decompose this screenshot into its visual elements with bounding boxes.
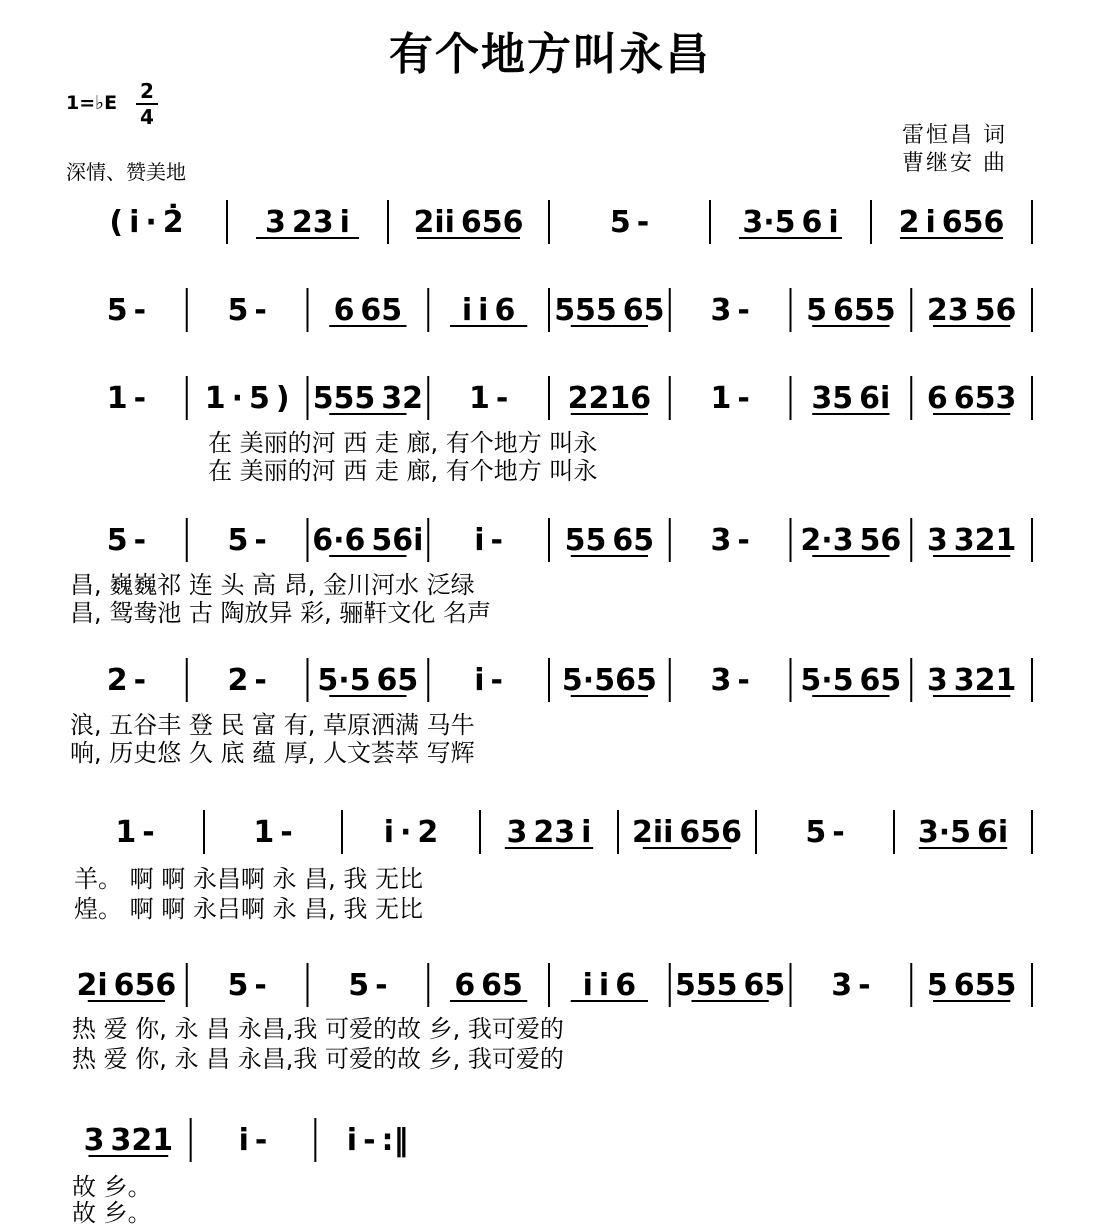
measure-notes: 5 - — [227, 968, 267, 1003]
measure-notes: 3 321 — [926, 663, 1017, 698]
measure-notes: i - — [238, 1123, 268, 1158]
measure-notes: 6 65 — [333, 293, 403, 328]
expression-marking: 深情、赞美地 — [66, 160, 186, 184]
measure-notes: 5 - — [106, 293, 147, 328]
measure-notes: 2·3 56 — [800, 523, 902, 558]
key-signature: 1=♭E — [66, 92, 118, 114]
measure-notes: 555 32 — [312, 381, 424, 416]
measure-notes: 555 65 — [554, 293, 665, 328]
measure-notes: 3 - — [710, 523, 750, 558]
measure-notes: i - — [474, 523, 503, 558]
measure-notes: 3 321 — [83, 1123, 174, 1158]
measure-notes: 2ii 656 — [631, 815, 743, 850]
measure-notes: 1 - — [115, 815, 155, 850]
measure-notes: 6 65 — [454, 968, 523, 1003]
measure-notes: 5 - — [106, 523, 147, 558]
song-title: 有个地方叫永昌 — [389, 29, 711, 80]
measure-notes: 3 - — [710, 293, 750, 328]
measure-notes: 2 - — [227, 663, 267, 698]
measure-notes: 5 - — [609, 205, 650, 240]
measure-notes: 3 23 i — [265, 205, 350, 240]
lyric-line: 热 爱 你, 永 昌 永昌,我 可爱的故 乡, 我可爱的 — [72, 1015, 564, 1043]
measure-notes: 2ii 656 — [413, 205, 524, 240]
measure-notes: 3 321 — [926, 523, 1017, 558]
measure-notes: 5 - — [227, 293, 267, 328]
lyric-line: 故 乡。 — [72, 1199, 152, 1227]
measure-notes: 2216 — [567, 381, 652, 416]
lyric-line: 在 美丽的河 西 走 廊, 有个地方 叫永 — [208, 429, 598, 457]
measure-notes: 35 6i — [811, 381, 891, 416]
measure-notes: 55 65 — [564, 523, 655, 558]
lyricist-credit: 雷恒昌 词 — [902, 123, 1007, 148]
measure-notes: 2 i 656 — [898, 205, 1005, 240]
measure-notes: 3 - — [710, 663, 750, 698]
measure-notes: 5 655 — [926, 968, 1017, 1003]
measure-notes: 3 - — [831, 968, 871, 1003]
lyric-line: 热 爱 你, 永 昌 永昌,我 可爱的故 乡, 我可爱的 — [72, 1045, 564, 1073]
lyric-line: 浪, 五谷丰 登 民 富 有, 草原洒满 马牛 — [70, 711, 475, 739]
measure-notes: 5·5 65 — [800, 663, 902, 698]
measure-notes: 5 - — [348, 968, 388, 1003]
measure-notes: 1 · 5 ) — [204, 381, 290, 416]
composer-credit: 曹继安 曲 — [902, 151, 1007, 176]
measure-notes: 3·5 6 i — [742, 205, 839, 240]
lyric-line: 在 美丽的河 西 走 廊, 有个地方 叫永 — [208, 457, 598, 485]
measure-notes: 2i 656 — [76, 968, 177, 1003]
measure-notes: 5·5 65 — [317, 663, 419, 698]
measure-notes: 5 - — [805, 815, 845, 850]
measure-notes: 3 23 i — [506, 815, 592, 850]
measure-notes: 1 - — [710, 381, 750, 416]
lyric-line: 羊。 啊 啊 永昌啊 永 昌, 我 无比 — [74, 865, 424, 893]
measure-notes: 5 - — [227, 523, 267, 558]
measure-notes: i i 6 — [461, 293, 516, 328]
lyric-line: 昌, 鸳鸯池 古 陶放异 彩, 骊靬文化 名声 — [70, 599, 492, 627]
measure-notes: ( i · 2̇ — [109, 205, 184, 240]
measure-notes: 23 56 — [926, 293, 1017, 328]
time-signature-bottom: 4 — [140, 105, 154, 129]
measure-notes: 5 655 — [806, 293, 896, 328]
measure-notes: 555 65 — [674, 968, 786, 1003]
lyric-line: 昌, 巍巍祁 连 头 高 昂, 金川河水 泛绿 — [70, 571, 475, 599]
measure-notes: 1 - — [468, 381, 509, 416]
measure-notes: i - — [474, 663, 503, 698]
lyric-line: 响, 历史悠 久 底 蕴 厚, 人文荟萃 写辉 — [70, 739, 475, 767]
time-signature-top: 2 — [140, 79, 154, 103]
measure-notes: 2 - — [106, 663, 147, 698]
measure-notes: 5·565 — [561, 663, 657, 698]
measure-notes: i i 6 — [582, 968, 637, 1003]
measure-notes: 6 653 — [926, 381, 1017, 416]
measure-notes: 6·6 56i — [312, 523, 424, 558]
measure-notes: 3·5 6i — [917, 815, 1009, 850]
lyric-line: 故 乡。 — [72, 1173, 152, 1201]
lyric-line: 煌。 啊 啊 永吕啊 永 昌, 我 无比 — [74, 895, 424, 923]
measure-notes: 1 - — [106, 381, 147, 416]
measure-notes: i · 2 — [383, 815, 439, 850]
measure-notes: 1 - — [253, 815, 293, 850]
measure-notes: i - :‖ — [346, 1123, 409, 1158]
